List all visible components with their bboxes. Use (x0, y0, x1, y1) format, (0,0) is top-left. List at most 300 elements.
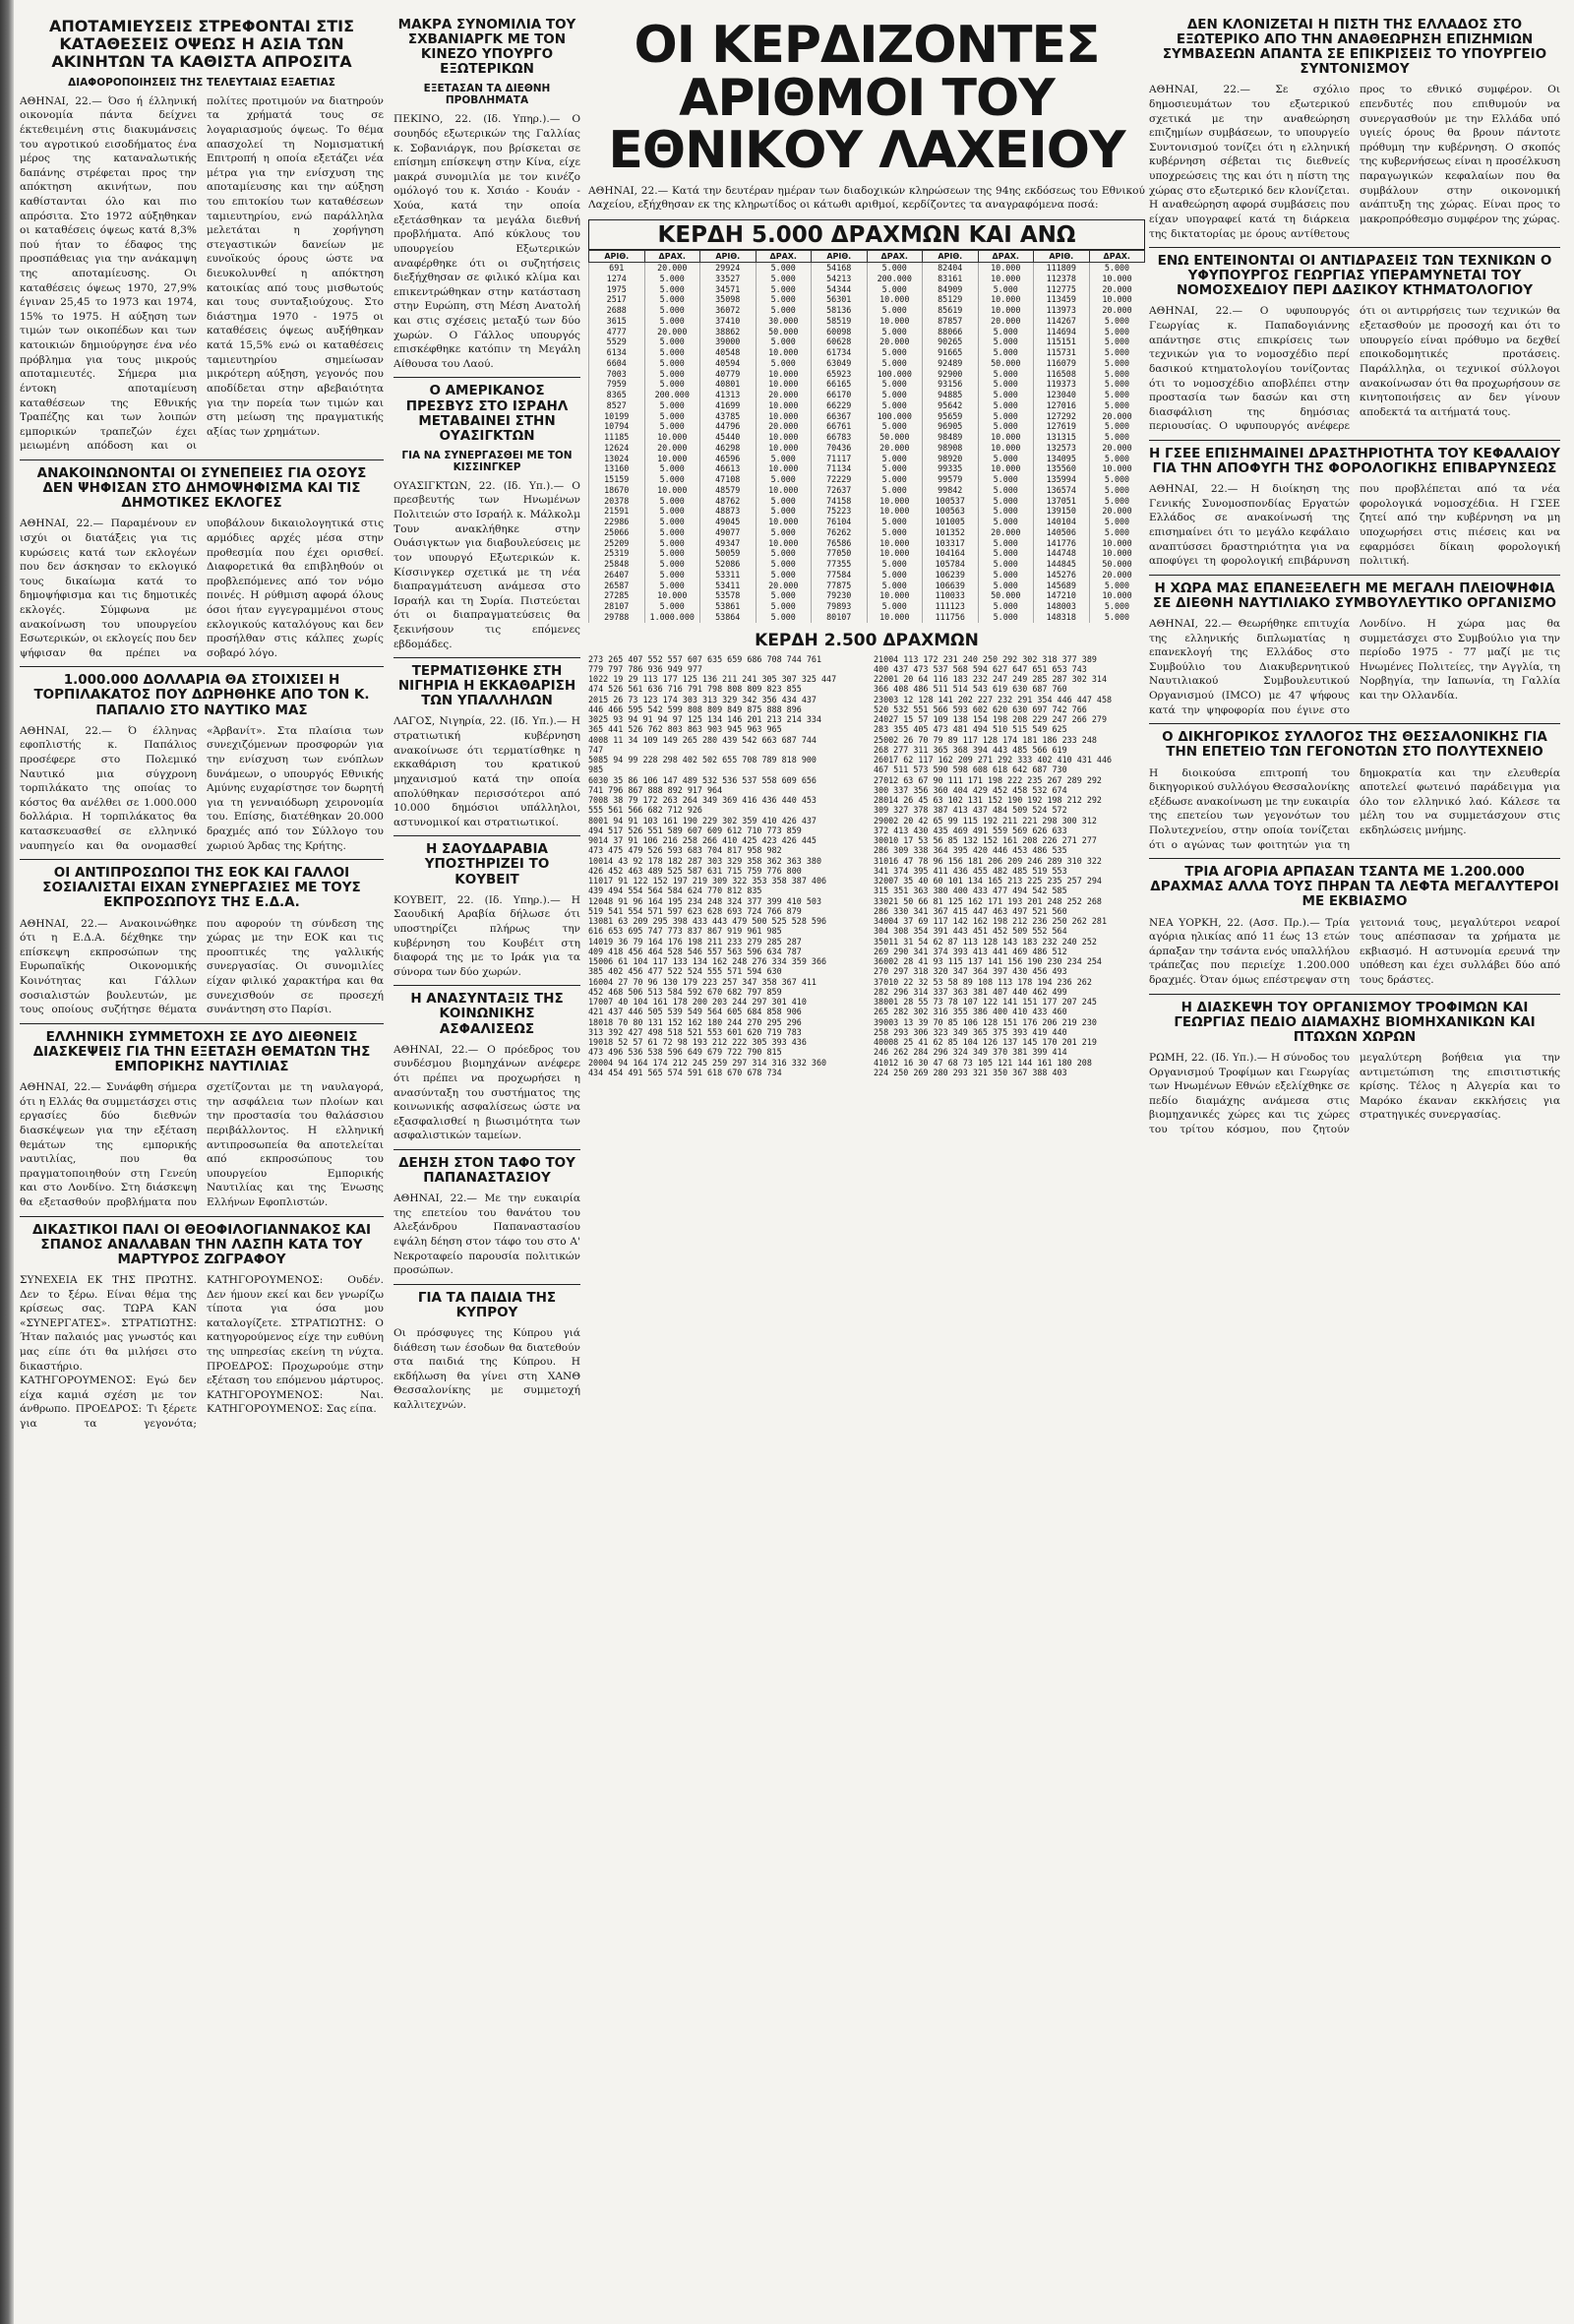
ticket-number: 104164 (923, 548, 979, 559)
ticket-number: 47108 (700, 474, 757, 485)
prize-amount: 200.000 (644, 390, 700, 400)
ticket-number: 103317 (923, 538, 979, 549)
ticket-number: 27285 (589, 590, 645, 601)
prize-amount: 5.000 (644, 538, 700, 549)
ticket-number: 115731 (1034, 347, 1090, 358)
prize-amount: 10.000 (1089, 538, 1145, 549)
ticket-number: 88066 (923, 327, 979, 337)
prize-amount: 5.000 (756, 336, 812, 347)
table-row (589, 496, 1145, 507)
prize-amount: 5.000 (978, 601, 1034, 612)
table-row (589, 369, 1145, 380)
table-header: ΑΡΙΘ. (1034, 251, 1090, 263)
ticket-number: 58519 (812, 316, 868, 327)
ticket-number: 137051 (1034, 496, 1090, 507)
prize-amount: 10.000 (644, 432, 700, 443)
prize-amount: 10.000 (867, 612, 923, 623)
headline: ΤΕΡΜΑΤΙΣΘΗΚΕ ΣΤΗ ΝΙΓΗΡΙΑ Η ΕΚΚΑΘΑΡΙΣΗ ΤΩΝ ΥΠΑΛΛΗΛΩΝ (397, 663, 576, 709)
table-row (589, 517, 1145, 527)
article-text: ΑΘΗΝΑΙ, 22.— Παραμένουν εν ισχύι οι διατάξεις για τις κυρώσεις κατά των εκλογέων που δεν άσκησαν το εκλογικό τους δικαίωμα κατά το δημοψήφισμα και τις δημοτικές εκλογές. Σύμφωνα με ανακοίνωση του υπουργείου Εσωτερικών, οι εκλογείς που δεν ψήφισαν θα πρέπει να υποβάλουν δικαιολογητικά στις αρμόδιες αρχές μέσα στην προθεσμία που έχει ορισθεί. Διαφορετικά θα επιβληθούν οι προβλεπόμενες από τον νόμο ποινές. Η ρύθμιση αφορά όλους όσοι ήταν εγγεγραμμένοι στους εκλογικούς καταλόγους και δεν προσήλθαν στις κάλπες χωρίς σοβαρό λόγο. (20, 518, 384, 659)
ticket-number: 72637 (812, 485, 868, 496)
ticket-number: 77875 (812, 581, 868, 591)
table-row (589, 294, 1145, 305)
ticket-number: 45440 (700, 432, 757, 443)
ticket-number: 40548 (700, 347, 757, 358)
prize-amount: 5.000 (644, 347, 700, 358)
ticket-number: 53411 (700, 581, 757, 591)
prize-amount: 10.000 (756, 485, 812, 496)
ticket-number: 66170 (812, 390, 868, 400)
ticket-number: 12624 (589, 443, 645, 454)
ticket-number: 5529 (589, 336, 645, 347)
ticket-number: 72229 (812, 474, 868, 485)
prize-amount: 20.000 (1089, 443, 1145, 454)
ticket-number: 111123 (923, 601, 979, 612)
prize-amount: 20.000 (644, 327, 700, 337)
ticket-number: 60098 (812, 327, 868, 337)
ticket-number: 46298 (700, 443, 757, 454)
ticket-number: 141776 (1034, 538, 1090, 549)
ticket-number: 76586 (812, 538, 868, 549)
prize-amount: 1.000.000 (644, 612, 700, 623)
ticket-number: 66783 (812, 432, 868, 443)
prize-amount: 10.000 (756, 463, 812, 474)
prize-amount: 5.000 (644, 369, 700, 380)
prize-amount: 5.000 (978, 517, 1034, 527)
prize-amount: 5.000 (1089, 379, 1145, 390)
prize-amount: 20.000 (867, 336, 923, 347)
headline: Ο ΑΜΕΡΙΚΑΝΟΣ ΠΡΕΣΒΥΣ ΣΤΟ ΙΣΡΑΗΛ ΜΕΤΑΒΑΙΝΕΙ ΣΤΗΝ ΟΥΑΣΙΓΚΤΩΝ (405, 383, 569, 444)
ticket-number: 44796 (700, 421, 757, 432)
prize-amount: 20.000 (1089, 305, 1145, 316)
ticket-number: 85619 (923, 305, 979, 316)
prize-amount: 5.000 (1089, 496, 1145, 507)
table-row (589, 421, 1145, 432)
ticket-number: 114267 (1034, 316, 1090, 327)
ticket-number: 2517 (589, 294, 645, 305)
headline: ΑΝΑΚΟΙΝΩΝΟΝΤΑΙ ΟΙ ΣΥΝΕΠΕΙΕΣ ΓΙΑ ΟΣΟΥΣ ΔΕΝ ΨΗΦΙΣΑΝ ΣΤΟ ΔΗΜΟΨΗΦΙΣΜΑ ΚΑΙ ΤΙΣ ΔΗΜΟΤΙΚΕΣ ΕΚΛΟΓΕΣ (36, 464, 367, 512)
ticket-number: 48873 (700, 506, 757, 517)
prize-amount: 5.000 (1089, 347, 1145, 358)
prize-amount: 50.000 (756, 327, 812, 337)
divider (1149, 723, 1560, 724)
prize-amount: 20.000 (644, 263, 700, 274)
ticket-number: 35098 (700, 294, 757, 305)
prize-amount: 5.000 (978, 506, 1034, 517)
ticket-number: 147210 (1034, 590, 1090, 601)
prize-amount: 5.000 (756, 284, 812, 295)
headline: ΕΝΩ ΕΝΤΕΙΝΟΝΤΑΙ ΟΙ ΑΝΤΙΔΡΑΣΕΙΣ ΤΩΝ ΤΕΧΝΙΚΩΝ Ο ΥΦΥΠΟΥΡΓΟΣ ΓΕΩΡΓΙΑΣ ΥΠΕΡΑΜΥΝΕΤΑΙ ΤΟΥ ΝΟΜΟΣΧΕΔΙΟΥ ΠΕΡΙ ΔΑΣΙΚΟΥ ΚΤΗΜΑΤΟΛΟΓΙΟΥ (1157, 253, 1552, 299)
table-row (589, 274, 1145, 284)
prize-amount: 5.000 (756, 548, 812, 559)
ticket-number: 87857 (923, 316, 979, 327)
ticket-number: 106239 (923, 570, 979, 581)
ticket-number: 13160 (589, 463, 645, 474)
ticket-number: 85129 (923, 294, 979, 305)
prize-amount: 5.000 (867, 421, 923, 432)
prize-amount: 10.000 (978, 305, 1034, 316)
ticket-number: 40779 (700, 369, 757, 380)
prize-amount: 5.000 (1089, 527, 1145, 538)
prize-amount: 5.000 (644, 400, 700, 411)
prize-amount: 5.000 (756, 612, 812, 623)
table-row (589, 548, 1145, 559)
ticket-number: 79230 (812, 590, 868, 601)
ticket-number: 50059 (700, 548, 757, 559)
headline: 1.000.000 ΔΟΛΛΑΡΙΑ ΘΑ ΣΤΟΙΧΙΣΕΙ Η ΤΟΡΠΙΛΑΚΑΤΟΣ ΠΟΥ ΔΩΡΗΘΗΚΕ ΑΠΟ ΤΟΝ Κ. ΠΑΠΑΛΙΟ ΣΤΟ ΝΑΥΤΙΚΟ ΜΑΣ (33, 672, 370, 718)
ticket-number: 54168 (812, 263, 868, 274)
ticket-number: 101005 (923, 517, 979, 527)
prize-amount: 5.000 (867, 517, 923, 527)
prize-amount: 5.000 (978, 581, 1034, 591)
article-text: ΟΥΑΣΙΓΚΤΩΝ, 22. (Ιδ. Υπ.).— Ο πρεσβευτής των Ηνωμένων Πολιτειών στο Ισραήλ κ. Μάλκολμ Τουν ανακλήθηκε στην Ουάσιγκτων για διαβουλεύσεις με τον υπουργό Εξωτερικών κ. Κίσσινγκερ σχετικά με τη νέα διαπραγμάτευση ανάμεσα στο Ισραήλ και τη Συρία. Πιστεύεται ότι οι διαπραγματεύσεις θα ξεκινήσουν τις επόμενες εβδομάδες. (394, 479, 580, 650)
prize-amount: 10.000 (978, 274, 1034, 284)
prize-amount: 10.000 (978, 432, 1034, 443)
divider (20, 1023, 384, 1024)
ticket-number: 29788 (589, 612, 645, 623)
prize-amount: 5.000 (1089, 517, 1145, 527)
ticket-number: 95659 (923, 411, 979, 422)
prize-amount: 10.000 (756, 517, 812, 527)
prize-amount: 5.000 (644, 570, 700, 581)
column-right (1149, 14, 1560, 1137)
subheadline: ΔΙΑΦΟΡΟΠΟΙΗΣΕΙΣ ΤΗΣ ΤΕΛΕΥΤΑΙΑΣ ΕΞΑΕΤΙΑΣ (68, 76, 335, 89)
table-row (589, 506, 1145, 517)
ticket-number: 112378 (1034, 274, 1090, 284)
prize-amount: 5.000 (644, 581, 700, 591)
table-row (589, 336, 1145, 347)
prize-amount: 10.000 (756, 369, 812, 380)
ticket-number: 48579 (700, 485, 757, 496)
ticket-number: 33527 (700, 274, 757, 284)
divider (1149, 994, 1560, 995)
ticket-number: 41699 (700, 400, 757, 411)
ticket-number: 95642 (923, 400, 979, 411)
ticket-number: 1274 (589, 274, 645, 284)
ticket-number: 38862 (700, 327, 757, 337)
prize-amount: 5.000 (644, 284, 700, 295)
divider (394, 377, 580, 378)
table-header: ΔΡΑΧ. (756, 251, 812, 263)
prize-amount: 5.000 (644, 548, 700, 559)
prize-amount: 10.000 (1089, 294, 1145, 305)
table-header: ΑΡΙΘ. (812, 251, 868, 263)
ticket-number: 15159 (589, 474, 645, 485)
ticket-number: 100563 (923, 506, 979, 517)
prize-amount: 5.000 (644, 336, 700, 347)
prize-amount: 5.000 (1089, 485, 1145, 496)
ticket-number: 20378 (589, 496, 645, 507)
prize-amount: 5.000 (644, 305, 700, 316)
divider (394, 1149, 580, 1150)
lottery-intro: ΑΘΗΝΑΙ, 22.— Κατά την δευτέραν ημέραν των διαδοχικών κληρώσεων της 94ης εκδόσεως του Εθνικού Λαχείου, εξήχθησαν εκ της κληρωτίδος οι κάτωθι αριθμοί, κερδίζοντες τα αναγραφόμενα ποσά: (588, 184, 1145, 211)
table-row (589, 443, 1145, 454)
ticket-number: 18670 (589, 485, 645, 496)
prize-amount: 5.000 (644, 527, 700, 538)
ticket-number: 92900 (923, 369, 979, 380)
prize-amount: 5.000 (1089, 474, 1145, 485)
ticket-number: 99579 (923, 474, 979, 485)
prize-amount: 5.000 (1089, 369, 1145, 380)
article-text: Η διοικούσα επιτροπή του δικηγορικού συλλόγου Θεσσαλονίκης εξέδωσε ανακοίνωση με την ευκαιρία της επετείου των γεγονότων του Πολυτεχνείου, στην οποία τονίζεται ότι ο αγώνας των φοιτητών για τη δημοκρατία και την ελευθερία αποτελεί φωτεινό παράδειγμα για όλο τον ελληνικό λαό. Κάλεσε τα μέλη του να συμμετάσχουν στις εκδηλώσεις μνήμης. (1149, 766, 1560, 851)
prize-amount: 5.000 (867, 581, 923, 591)
prize-amount: 5.000 (867, 474, 923, 485)
prize-amount: 5.000 (867, 527, 923, 538)
divider (20, 459, 384, 460)
prize-amount: 5.000 (978, 347, 1034, 358)
ticket-number: 28107 (589, 601, 645, 612)
ticket-number: 113973 (1034, 305, 1090, 316)
ticket-number: 99335 (923, 463, 979, 474)
prize-amount: 5.000 (978, 548, 1034, 559)
headline: Η ΣΑΟΥΔΑΡΑΒΙΑ ΥΠΟΣΤΗΡΙΖΕΙ ΤΟ ΚΟΥΒΕΙΤ (424, 841, 550, 887)
prize-amount: 100.000 (867, 411, 923, 422)
prize-amount: 10.000 (756, 443, 812, 454)
table-row (589, 527, 1145, 538)
ticket-number: 29924 (700, 263, 757, 274)
binding-edge (0, 0, 14, 2324)
prize-amount: 10.000 (867, 496, 923, 507)
prize-amount: 30.000 (756, 316, 812, 327)
prize-amount: 5.000 (644, 379, 700, 390)
ticket-number: 116079 (1034, 358, 1090, 369)
ticket-number: 77584 (812, 570, 868, 581)
prize-amount: 10.000 (644, 485, 700, 496)
ticket-number: 77050 (812, 548, 868, 559)
ticket-number: 145689 (1034, 581, 1090, 591)
ticket-number: 39000 (700, 336, 757, 347)
prize-amount: 10.000 (756, 538, 812, 549)
prize-amount: 5.000 (867, 485, 923, 496)
prize-amount: 5.000 (644, 411, 700, 422)
ticket-number: 132573 (1034, 443, 1090, 454)
prize-amount: 5.000 (978, 421, 1034, 432)
table-header: ΑΡΙΘ. (589, 251, 645, 263)
ticket-number: 116508 (1034, 369, 1090, 380)
prize-amount: 5.000 (867, 601, 923, 612)
ticket-number: 134095 (1034, 454, 1090, 464)
ticket-number: 54213 (812, 274, 868, 284)
prize-amount: 5.000 (978, 400, 1034, 411)
prize-amount: 50.000 (978, 590, 1034, 601)
table-row (589, 347, 1145, 358)
ticket-number: 691 (589, 263, 645, 274)
prize-amount: 5.000 (756, 274, 812, 284)
prize-amount: 10.000 (1089, 548, 1145, 559)
prize-amount: 10.000 (978, 443, 1034, 454)
ticket-number: 110033 (923, 590, 979, 601)
ticket-number: 56301 (812, 294, 868, 305)
headline: ΤΡΙΑ ΑΓΟΡΙΑ ΑΡΠΑΣΑΝ ΤΣΑΝΤΑ ΜΕ 1.200.000 ΔΡΑΧΜΑΣ ΑΛΛΑ ΤΟΥΣ ΠΗΡΑΝ ΤΑ ΛΕΦΤΑ ΜΕΓΑΛΥΤΕΡΟΙ ΜΕ ΕΚΒΙΑΣΜΟ (1150, 864, 1559, 910)
ticket-number: 96905 (923, 421, 979, 432)
prize-amount: 10.000 (978, 294, 1034, 305)
prize-amount: 10.000 (867, 294, 923, 305)
ticket-number: 46613 (700, 463, 757, 474)
ticket-number: 53578 (700, 590, 757, 601)
prize-amount: 5.000 (867, 400, 923, 411)
prize-amount: 5.000 (978, 327, 1034, 337)
winning-numbers-list: 273 265 407 552 557 607 635 659 686 708 744 761 779 797 786 936 949 977 1022 19 29 113 177 125 136 211 241 305 307 325 447 474 526 561 636 716 791 798 808 809 823 855 2015 26 73 123 174 303 313 329 342 356 434 437 446 466 595 542 599 808 809 849 875 888 896 3025 93 94 91 94 97 125 134 146 201 213 214 334 365 441 526 762 803 863 903 945 963 965 4008 11 34 109 149 265 280 439 542 663 687 744 747 5085 94 99 228 298 402 502 655 708 789 818 900 985 6030 35 86 106 147 489 532 536 537 558 609 656 741 796 867 888 892 917 964 7008 38 79 172 263 264 349 369 416 436 440 453 555 561 566 682 712 926 8001 94 91 103 161 190 229 302 359 410 426 437 494 517 526 551 589 607 609 612 710 773 859 9014 37 91 106 216 258 266 410 425 423 426 445 473 475 479 526 593 683 704 817 958 982 10014 43 92 178 182 287 303 329 358 362 363 380 426 452 463 489 525 587 631 715 759 776 800 11017 91 122 152 197 219 309 322 353 358 387 406 439 494 554 564 584 624 770 812 835 12048 91 96 164 195 234 248 324 377 399 410 503 519 541 554 571 597 623 628 693 724 766 879 13081 63 209 295 398 433 443 479 500 525 528 596 616 653 695 747 773 837 867 919 961 985 14019 36 79 164 176 198 211 233 279 285 287 409 418 456 464 528 546 557 563 596 634 787 15006 61 104 117 133 134 162 248 276 334 359 366 385 402 456 477 522 524 555 571 594 630 16004 27 70 96 130 179 223 257 347 358 367 411 452 468 506 513 584 592 670 682 797 859 17007 40 104 161 178 200 203 244 297 301 410 421 437 446 505 539 549 564 605 684 858 906 18018 70 80 131 152 162 180 244 270 295 296 313 392 427 498 518 521 553 601 620 719 783 19018 52 57 61 72 98 193 212 222 305 393 436 473 496 536 538 596 649 679 722 790 815 20004 94 164 174 212 245 259 297 314 316 332 360 434 454 491 565 574 591 618 670 678 734 21004 113 172 231 240 250 292 302 318 377 389 400 437 473 537 568 594 627 647 651 653 743 22001 20 64 116 183 232 247 249 285 287 302 314 366 408 486 511 514 543 619 630 687 760 23003 12 128 141 202 227 232 291 354 446 447 458 520 532 551 566 593 602 620 630 697 742 766 24027 15 57 109 138 154 198 208 229 247 266 279 283 355 405 473 481 494 510 515 549 625 25002 26 70 79 89 117 128 174 181 186 233 248 268 277 311 365 368 394 443 485 566 619 26017 62 117 162 209 271 292 333 402 410 431 446 467 511 573 590 598 608 618 642 687 730 27012 63 67 90 111 171 198 222 235 267 289 292 300 337 356 360 404 429 452 458 532 674 28014 26 45 63 102 131 152 190 192 198 212 292 309 327 378 387 413 437 484 509 524 572 29002 20 42 65 99 115 192 211 221 298 300 312 372 413 430 435 469 491 559 569 626 633 30010 17 53 56 85 132 152 161 208 226 271 277 286 309 338 364 395 420 446 453 486 535 31016 47 78 96 156 181 206 209 246 289 310 322 341 374 395 411 436 455 482 485 519 553 32007 35 40 60 101 134 165 213 225 235 257 294 315 351 363 380 400 433 477 494 542 585 33021 50 66 81 125 162 171 193 201 248 252 268 286 330 341 367 415 447 463 497 521 560 34004 37 69 117 142 162 198 212 236 250 262 281 304 308 354 391 443 451 452 509 552 564 35011 31 54 62 87 113 128 143 183 232 240 252 269 290 341 374 393 413 441 469 486 512 36002 28 41 93 115 137 141 156 190 230 234 254 270 297 318 320 347 364 397 430 456 493 37010 22 32 53 58 89 108 113 178 194 236 262 282 296 314 337 363 381 407 440 462 499 38001 28 55 73 78 107 122 141 151 177 207 245 265 282 302 316 355 386 400 410 433 460 39003 13 39 70 85 106 128 151 176 206 219 230 258 293 306 323 349 365 375 393 419 440 40008 25 41 62 85 104 126 137 145 170 201 219 246 262 284 296 324 349 370 381 399 414 41012 16 30 47 68 73 105 121 144 161 180 208 224 250 269 280 293 321 350 367 388 403 (588, 653, 1113, 1077)
prize-amount: 20.000 (644, 443, 700, 454)
prize-amount: 5.000 (756, 294, 812, 305)
table-row (589, 538, 1145, 549)
ticket-number: 92489 (923, 358, 979, 369)
ticket-number: 105784 (923, 559, 979, 570)
table-header: ΑΡΙΘ. (923, 251, 979, 263)
ticket-number: 135560 (1034, 463, 1090, 474)
prize-amount: 10.000 (756, 432, 812, 443)
prize-amount: 5.000 (1089, 358, 1145, 369)
prize-banner-5000: ΚΕΡΔΗ 5.000 ΔΡΑΧΜΩΝ ΚΑΙ ΑΝΩ (588, 219, 1145, 250)
subheadline: ΓΙΑ ΝΑ ΣΥΝΕΡΓΑΣΘΕΙ ΜΕ ΤΟΝ ΚΙΣΣΙΝΓΚΕΡ (401, 449, 573, 473)
prize-amount: 20.000 (1089, 506, 1145, 517)
ticket-number: 84909 (923, 284, 979, 295)
divider (394, 1284, 580, 1285)
prize-amount: 5.000 (978, 496, 1034, 507)
prize-amount: 5.000 (756, 496, 812, 507)
ticket-number: 98920 (923, 454, 979, 464)
table-row (589, 411, 1145, 422)
divider (394, 657, 580, 658)
prize-amount: 10.000 (1089, 274, 1145, 284)
prize-amount: 5.000 (644, 496, 700, 507)
ticket-number: 93156 (923, 379, 979, 390)
headline: ΔΕΝ ΚΛΟΝΙΖΕΤΑΙ Η ΠΙΣΤΗ ΤΗΣ ΕΛΛΑΔΟΣ ΣΤΟ ΕΞΩΤΕΡΙΚΟ ΑΠΟ ΤΗΝ ΑΝΑΘΕΩΡΗΣΗ ΕΠΙΖΗΜΙΩΝ ΣΥΜΒΑΣΕΩΝ ΑΠΑΝΤΑ ΣΕ ΕΠΙΚΡΙΣΕΙΣ ΤΟ ΥΠΟΥΡΓΕΙΟ ΣΥΝΤΟΝΙΣΜΟΥ (1162, 17, 1547, 78)
ticket-number: 77355 (812, 559, 868, 570)
ticket-number: 7003 (589, 369, 645, 380)
article-text: ΝΕΑ ΥΟΡΚΗ, 22. (Ασσ. Πρ.).— Τρία αγόρια ηλικίας από 11 έως 13 ετών άρπαξαν την τσάντα ενός υπαλλήλου τράπεζας που περιείχε 1.200.000 δραχμές. Όταν όμως επέστρεψαν στη γειτονιά τους, μεγαλύτεροι νεαροί τους απέσπασαν τα χρήματα με εκβιασμό. Η αστυνομία ερευνά την υπόθεση και έχει συλλάβει δύο από τους δράστες. (1149, 916, 1560, 986)
ticket-number: 145276 (1034, 570, 1090, 581)
table-row (589, 400, 1145, 411)
ticket-number: 66367 (812, 411, 868, 422)
ticket-number: 76104 (812, 517, 868, 527)
prize-amount: 5.000 (978, 538, 1034, 549)
prize-amount: 5.000 (867, 284, 923, 295)
prize-amount: 10.000 (867, 548, 923, 559)
ticket-number: 66165 (812, 379, 868, 390)
ticket-number: 2688 (589, 305, 645, 316)
prize-amount: 5.000 (978, 411, 1034, 422)
prize-amount: 50.000 (978, 358, 1034, 369)
article-text: Οι πρόσφυγες της Κύπρου γιά διάθεση των έσοδων θα διατεθούν στα παιδιά της Κύπρου. Η εκδήλωση θα γίνει στη ΧΑΝΘ Θεσσαλονίκης με συμμετοχή καλλιτεχνών. (394, 1327, 580, 1412)
prize-amount: 5.000 (756, 570, 812, 581)
table-row (589, 612, 1145, 623)
ticket-number: 71134 (812, 463, 868, 474)
prize-amount: 5.000 (756, 358, 812, 369)
headline: ΟΙ ΑΝΤΙΠΡΟΣΩΠΟΙ ΤΗΣ ΕΟΚ ΚΑΙ ΓΑΛΛΟΙ ΣΟΣΙΑΛΙΣΤΑΙ ΕΙΧΑΝ ΣΥΝΕΡΓΑΣΙΕΣ ΜΕ ΤΟΥΣ ΕΚΠΡΟΣΩΠΟΥΣ ΤΗΣ Ε.Δ.Α. (42, 865, 361, 911)
ticket-number: 65923 (812, 369, 868, 380)
prize-amount: 5.000 (978, 454, 1034, 464)
article-text: ΑΘΗΝΑΙ, 22.— Συνάφθη σήμερα ότι η Ελλάς θα συμμετάσχει στις εργασίες δύο διεθνών διασκέψεων για την εξέταση θεμάτων της εμπορικής ναυτιλίας, που θα πραγματοποιηθούν στη Γενεύη και στο Λονδίνο. Στη διάσκεψη θα εξετασθούν προβλήματα που σχετίζονται με τη ναυλαγορά, την ασφάλεια των πλοίων και την προστασία του θαλάσσιου περιβάλλοντος. Η ελληνική αντιπροσωπεία θα αποτελείται από εκπροσώπους του υπουργείου Εμπορικής Ναυτιλίας και της Ένωσης Ελλήνων Εφοπλιστών. (20, 1081, 384, 1208)
prize-amount: 5.000 (1089, 327, 1145, 337)
ticket-number: 21591 (589, 506, 645, 517)
prize-amount: 10.000 (867, 316, 923, 327)
ticket-number: 75223 (812, 506, 868, 517)
ticket-number: 140506 (1034, 527, 1090, 538)
prize-amount: 50.000 (1089, 559, 1145, 570)
prize-amount: 5.000 (644, 358, 700, 369)
ticket-number: 70436 (812, 443, 868, 454)
prize-amount: 5.000 (978, 612, 1034, 623)
ticket-number: 115151 (1034, 336, 1090, 347)
ticket-number: 127619 (1034, 421, 1090, 432)
table-row (589, 390, 1145, 400)
ticket-number: 119373 (1034, 379, 1090, 390)
ticket-number: 8365 (589, 390, 645, 400)
table-row (589, 379, 1145, 390)
ticket-number: 91665 (923, 347, 979, 358)
prize-amount: 5.000 (867, 327, 923, 337)
prize-amount: 5.000 (867, 263, 923, 274)
ticket-number: 60628 (812, 336, 868, 347)
prize-amount: 50.000 (867, 432, 923, 443)
article-text: ΑΘΗΝΑΙ, 22.— Με την ευκαιρία της επετείου του θανάτου του Αλεξάνδρου Παπαναστασίου εψάλη δέηση στον τάφο του στο Α' Νεκροταφείο παρουσία πολιτικών προσώπων. (394, 1193, 580, 1277)
table-header: ΔΡΑΧ. (978, 251, 1034, 263)
divider (20, 666, 384, 667)
ticket-number: 63049 (812, 358, 868, 369)
ticket-number: 7959 (589, 379, 645, 390)
headline: ΕΛΛΗΝΙΚΗ ΣΥΜΜΕΤΟΧΗ ΣΕ ΔΥΟ ΔΙΕΘΝΕΙΣ ΔΙΑΣΚΕΨΕΙΣ ΓΙΑ ΤΗΝ ΕΞΕΤΑΣΗ ΘΕΜΑΤΩΝ ΤΗΣ ΕΜΠΟΡΙΚΗΣ ΝΑΥΤΙΛΙΑΣ (32, 1028, 371, 1074)
ticket-number: 49347 (700, 538, 757, 549)
ticket-number: 53311 (700, 570, 757, 581)
headline: ΜΑΚΡΑ ΣΥΝΟΜΙΛΙΑ ΤΟΥ ΣΧΒΑΝΙΑΡΓΚ ΜΕ ΤΟΝ ΚΙΝΕΖΟ ΥΠΟΥΡΓΟ ΕΞΩΤΕΡΙΚΩΝ (397, 17, 576, 78)
prize-amount: 10.000 (1089, 463, 1145, 474)
ticket-number: 148003 (1034, 601, 1090, 612)
prize-amount: 5.000 (867, 358, 923, 369)
article-text: ΑΘΗΝΑΙ, 22.— Η διοίκηση της Γενικής Συνομοσπονδίας Εργατών Ελλάδος σε ανακοίνωσή της επισημαίνει ότι το μεγάλο κεφάλαιο αναπτύσσει δραστηριότητα για να αποφύγει τη φορολογική επιβάρυνση που προβλέπεται από τα νέα φορολογικά νομοσχέδια. Η ΓΣΕΕ ζητεί από την κυβέρνηση να μη υποχωρήσει στις πιέσεις και να εφαρμόσει δίκαιη φορολογική πολιτική. (1149, 483, 1560, 568)
ticket-number: 6604 (589, 358, 645, 369)
article-text: ΠΕΚΙΝΟ, 22. (Ιδ. Υπηρ.).— Ο σουηδός εξωτερικών της Γαλλίας κ. Σοβανιάργκ, που βρίσκεται σε επίσημη επίσκεψη στην Κίνα, είχε μακρά συνομιλία με τον κινέζο ομόλογό του κ. Χσιάο - Κουάν - Χούα, κατά την οποία εξετάσθηκαν τα μεγάλα διεθνή προβλήματα. Από κύκλους του υπουργείου Εξωτερικών αναφέρθηκε ότι οι συζητήσεις διεξήχθησαν σε φιλικό κλίμα και επικεντρώθηκαν στην κατάσταση στην Ευρώπη, στη Μέση Ανατολή και στις σχέσεις μεταξύ των δύο χωρών. Ο Γάλλος υπουργός επισκέφθηκε κατόπιν τη Μεγάλη Αίθουσα του Λαού. (394, 113, 580, 370)
ticket-number: 61734 (812, 347, 868, 358)
prize-amount: 20.000 (978, 527, 1034, 538)
article-text: ΣΥΝΕΧΕΙΑ ΕΚ ΤΗΣ ΠΡΩΤΗΣ. Δεν το ξέρω. Είναι θέμα της κρίσεως σας. ΤΩΡΑ ΚΑΝ «ΣΥΝΕΡΓΑΤΕΣ». ΣΤΡΑΤΙΩΤΗΣ: Ήταν παλαιός μας γνωστός και μας είπε ότι θα μιλήσει στο δικαστήριο. ΚΑΤΗΓΟΡΟΥΜΕΝΟΣ: Εγώ δεν είχα καμιά σχέση με τον άνθρωπο. ΠΡΟΕΔΡΟΣ: Τι ξέρετε για τα γεγονότα; ΚΑΤΗΓΟΡΟΥΜΕΝΟΣ: Ουδέν. Δεν ήμουν εκεί και δεν γνωρίζω τίποτα για όσα μου καταλογίζετε. ΣΤΡΑΤΙΩΤΗΣ: Ο κατηγορούμενος είχε την ευθύνη της υπηρεσίας εκείνη τη νύχτα. ΠΡΟΕΔΡΟΣ: Προχωρούμε στην εξέταση του επόμενου μάρτυρος. ΚΑΤΗΓΟΡΟΥΜΕΝΟΣ: Ναι. ΚΑΤΗΓΟΡΟΥΜΕΝΟΣ: Σας είπα. (20, 1273, 384, 1431)
table-row (589, 327, 1145, 337)
prize-amount: 10.000 (867, 590, 923, 601)
prize-amount: 5.000 (1089, 421, 1145, 432)
ticket-number: 4777 (589, 327, 645, 337)
article-text: ΑΘΗΝΑΙ, 22.— Ο υφυπουργός Γεωργίας κ. Παπαδογιάννης απάντησε στις επικρίσεις των τεχνικών για το νομοσχέδιο περί δασικού κτηματολογίου τονίζοντας ότι το νομοσχέδιο αποβλέπει στην προστασία των δασών και στη διασφάλιση της δημόσιας περιουσίας. Ο υφυπουργός ανέφερε ότι οι αντιρρήσεις των τεχνικών θα εξετασθούν με προσοχή και ότι το υπουργείο είναι πρόθυμο να δεχθεί εποικοδομητικές προτάσεις. Παράλληλα, οι τεχνικοί σύλλογοι ανακοίνωσαν ότι θα προχωρήσουν σε κινητοποιήσεις αν δεν γίνουν αποδεκτά τα αιτήματά τους. (1149, 305, 1560, 433)
prize-amount: 5.000 (867, 559, 923, 570)
ticket-number: 41313 (700, 390, 757, 400)
article-text: ΡΩΜΗ, 22. (Ιδ. Υπ.).— Η σύνοδος του Οργανισμού Τροφίμων και Γεωργίας των Ηνωμένων Εθνών εξελίχθηκε σε πεδίο διαμάχης ανάμεσα στις βιομηχανικές χώρες και τις χώρες του τρίτου κόσμου, που ζητούν μεγαλύτερη βοήθεια για την αντιμετώπιση της επισιτιστικής κρίσης. Τέλος η Αλγερία και το Μαρόκο έκαναν εκκλήσεις για στρατηγικές συνεργασίας. (1149, 1051, 1560, 1135)
prize-amount: 5.000 (644, 294, 700, 305)
ticket-number: 139150 (1034, 506, 1090, 517)
prize-amount: 5.000 (756, 454, 812, 464)
prize-amount: 20.000 (1089, 284, 1145, 295)
prize-amount: 20.000 (756, 390, 812, 400)
article-text: ΑΘΗΝΑΙ, 22.— Όσο ή έλληνική οικονομία πάντα δείχνει έκτεθειμένη στις διακυμάνσεις του αγροτικού εισοδήματος ένα μέρος της καταναλωτικής δαπάνης στρέφεται προς την απόκτηση ακινήτων, που καθίστανται όλο και πιο απρόσιτα. Στο 1972 αύξηθηκαν οι καταθέσεις όψεως κατά 8,3% πού ήταν το έδαφος της προσπάθειας για την ανάκαμψη της αποταμίευσης. Οι καταθέσεις όψεως 1970, 27,9% έγιναν 25,45 το 1973 και 1974, 15% το 1975. Η αύξηση των τιμών των οικοπέδων και των κατοικιών δημιούργησε ένα νέο πρόβλημα για τους μικρούς αποταμιευτές. Σήμερα μια έντοκη αποταμίευση καταθέσεων της Εθνικής Τραπέζης και των λοιπών εμπορικών τραπεζών έχει μειωμένη απόδοση και οι πολίτες προτιμούν να διατηρούν τα χρήματά τους σε λογαριασμούς όψεως. Το θέμα απασχολεί τη Νομισματική Επιτροπή η οποία εξετάζει νέα μέτρα για την ενίσχυση της αποταμίευσης και την αύξηση του επιτοκίου των καταθέσεων ταμιευτηρίου, ενώ παράλληλα μελετάται η χορήγηση στεγαστικών δανείων με ευνοϊκούς όρους ώστε να διευκολυνθεί η απόκτηση κατοικίας από τους μισθωτούς και τους συνταξιούχους. Στο διάστημα 1970 - 1975 οι καταθέσεις όψεως αυξήθηκαν κατά 15,5% ενώ οι καταθέσεις ταμιευτηρίου σημείωσαν μικρότερη αύξηση, γεγονός που αποδίδεται στην αβεβαιότητα για την πορεία των τιμών και στη μείωση της πραγματικής αξίας των χρημάτων. (20, 94, 384, 453)
prize-amount: 5.000 (644, 474, 700, 485)
ticket-number: 58136 (812, 305, 868, 316)
table-row (589, 570, 1145, 581)
ticket-number: 127016 (1034, 400, 1090, 411)
prize-amount: 5.000 (867, 390, 923, 400)
ticket-number: 131315 (1034, 432, 1090, 443)
headline: Η ΔΙΑΣΚΕΨΗ ΤΟΥ ΟΡΓΑΝΙΣΜΟΥ ΤΡΟΦΙΜΩΝ ΚΑΙ ΓΕΩΡΓΙΑΣ ΠΕΔΙΟ ΔΙΑΜΑΧΗΣ ΒΙΟΜΗΧΑΝΙΚΩΝ ΚΑΙ ΠΤΩΧΩΝ ΧΩΡΩΝ (1174, 999, 1536, 1045)
divider (1149, 575, 1560, 576)
table-row (589, 601, 1145, 612)
table-row (589, 463, 1145, 474)
ticket-number: 100537 (923, 496, 979, 507)
prize-amount: 20.000 (756, 581, 812, 591)
ticket-number: 90265 (923, 336, 979, 347)
ticket-number: 25209 (589, 538, 645, 549)
ticket-number: 22986 (589, 517, 645, 527)
ticket-number: 127292 (1034, 411, 1090, 422)
prize-amount: 10.000 (644, 454, 700, 464)
ticket-number: 144845 (1034, 559, 1090, 570)
divider (1149, 247, 1560, 248)
